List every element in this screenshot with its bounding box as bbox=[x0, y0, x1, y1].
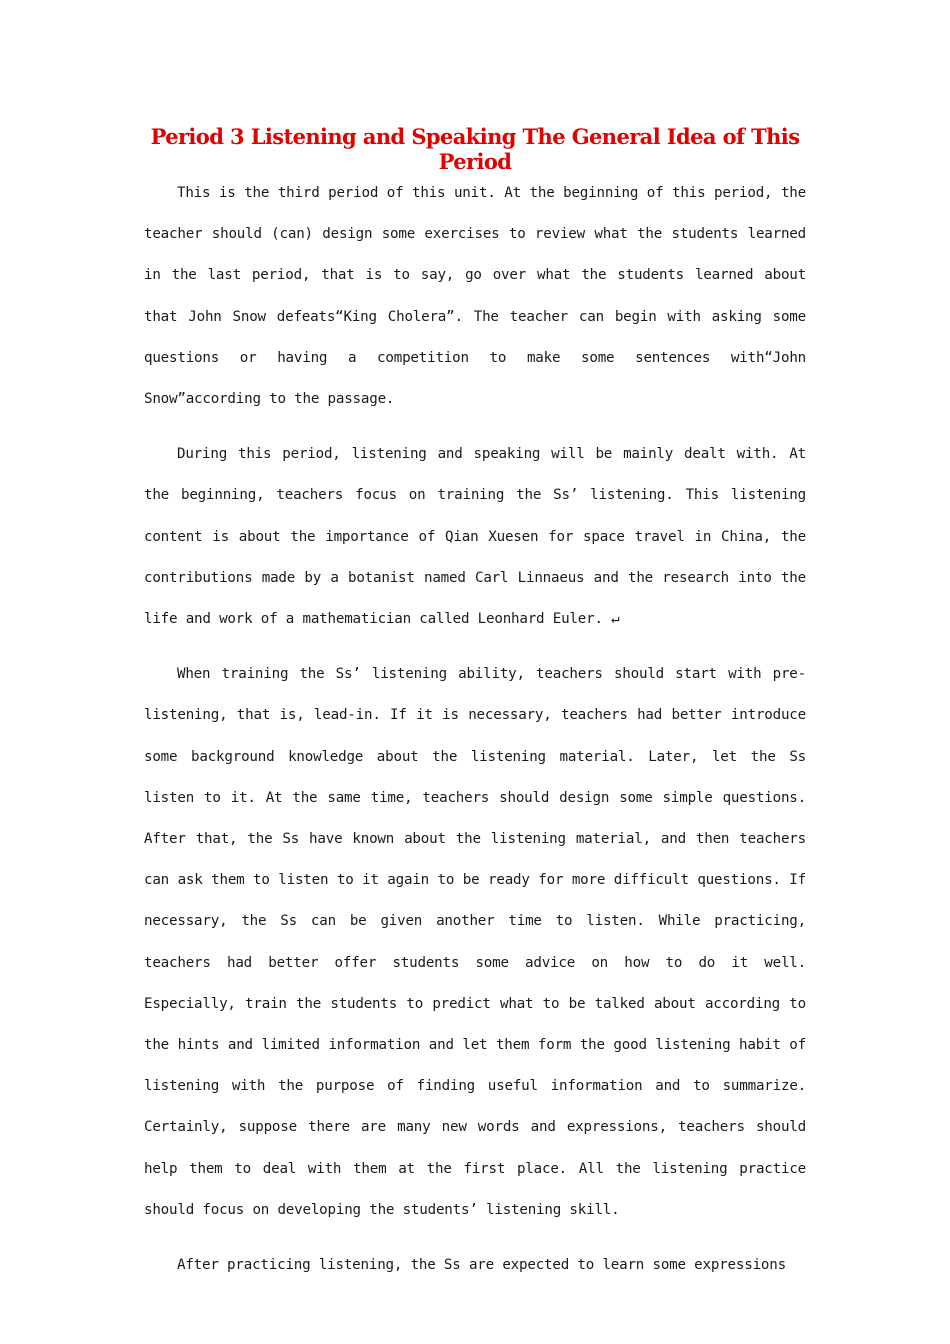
paragraph-4: After practicing listening, the Ss are expected to learn some expressions bbox=[177, 1257, 786, 1274]
paragraph-2: During this period, listening and speaking will be mainly dealt with. At the beginning, teachers focus on training the Ss’ listening. This listening content is about the importance of Qian Xuesen for space travel in China, the contributions made by a botanist named Carl Linnaeus and the research into the life and work of a mathematician called Leonhard Euler. ↵ bbox=[144, 446, 806, 628]
paragraph-3: When training the Ss’ listening ability, teachers should start with pre-listening, that is, lead-in. If it is necessary, teachers had better introduce some background knowledge about the listening material. Later, let the Ss listen to it. At the same time, teachers should design some simple questions. After that, the Ss have known about the listening material, and then teachers can ask them to listen to it again to be ready for more difficult questions. If necessary, the Ss can be given another time to listen. While practicing, teachers had better offer students some advice on how to do it well. Especially, train the students to predict what to be talked about according to the hints and limited information and let them form the good listening habit of listening with the purpose of finding useful information and to summarize. Certainly, suppose there are many new words and expressions, teachers should help them to deal with them at the first place. All the listening practice should focus on developing the students’ listening skill. bbox=[144, 666, 806, 1218]
document-body bbox=[144, 173, 806, 1300]
paragraph-1: This is the third period of this unit. At the beginning of this period, the teacher should (can) design some exercises to review what the students learned in the last period, that is to say, go over what the students learned about that John Snow defeats“King Cholera”. The teacher can begin with asking some questions or having a competition to make some sentences with“John Snow”according to the passage. bbox=[144, 185, 806, 408]
page-title: Period 3 Listening and Speaking The General Idea of This Period bbox=[150, 124, 800, 174]
